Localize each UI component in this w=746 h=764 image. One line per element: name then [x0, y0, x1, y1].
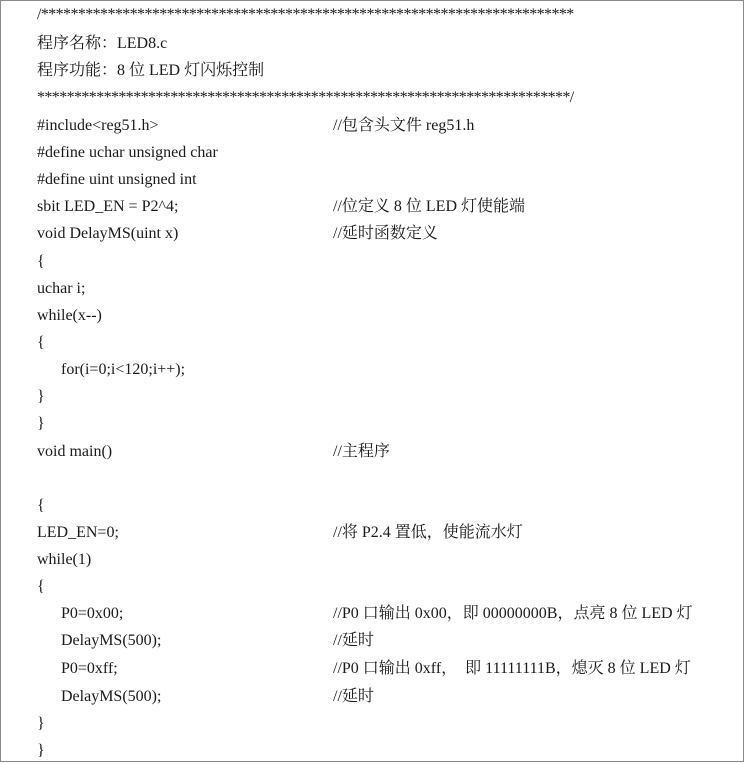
code-comment: //延时 — [333, 688, 374, 705]
code-line — [37, 387, 45, 407]
code-text: void DelayMS(uint x) — [37, 225, 179, 242]
code-line — [37, 197, 525, 217]
code-text: } — [37, 742, 45, 759]
code-text: uchar i; — [37, 280, 86, 297]
program-function: 程序功能：8 位 LED 灯闪烁控制 — [37, 62, 265, 79]
code-line — [37, 224, 438, 244]
code-line — [37, 631, 374, 651]
code-text: P0=0x00; — [37, 605, 124, 622]
code-text: { — [37, 497, 45, 514]
code-text: #include<reg51.h> — [37, 117, 159, 134]
code-text: while(x--) — [37, 307, 102, 324]
code-line — [37, 496, 45, 516]
code-comment: //P0 口输出 0xff， 即 11111111B，熄灭 8 位 LED 灯 — [333, 660, 691, 677]
code-text: LED_EN=0; — [37, 524, 119, 541]
code-line — [37, 714, 45, 734]
code-text: sbit LED_EN = P2^4; — [37, 198, 179, 215]
code-line — [37, 687, 374, 707]
code-line — [37, 360, 185, 380]
code-text: } — [37, 415, 45, 432]
code-line — [37, 414, 45, 434]
code-text: DelayMS(500); — [37, 632, 162, 649]
code-line — [37, 252, 45, 272]
code-line — [37, 442, 390, 462]
code-comment: //延时函数定义 — [333, 225, 438, 242]
code-text: } — [37, 388, 45, 405]
code-text: { — [37, 334, 45, 351]
code-text: for(i=0;i<120;i++); — [37, 361, 186, 378]
code-line — [37, 577, 45, 597]
code-text: DelayMS(500); — [37, 688, 162, 705]
code-line — [37, 523, 523, 543]
code-comment: //将 P2.4 置低，使能流水灯 — [333, 524, 523, 541]
code-text: { — [37, 578, 45, 595]
code-line — [37, 306, 102, 326]
code-line — [37, 143, 218, 163]
code-text: #define uint unsigned int — [37, 171, 197, 188]
code-line — [37, 333, 45, 353]
code-text: #define uchar unsigned char — [37, 144, 218, 161]
code-line — [37, 741, 45, 761]
code-line — [37, 279, 85, 299]
code-comment: //延时 — [333, 632, 374, 649]
program-name: 程序名称：LED8.c — [37, 35, 168, 52]
header-bottom-border: ************************************************************************/ — [37, 89, 574, 106]
code-line — [37, 550, 91, 570]
code-text: P0=0xff; — [37, 660, 118, 677]
header-top-border: /************************************************************************ — [37, 6, 574, 23]
code-line — [37, 659, 691, 679]
code-line — [37, 604, 693, 624]
code-text: } — [37, 715, 45, 732]
code-line — [37, 170, 197, 190]
code-comment: //P0 口输出 0x00，即 00000000B，点亮 8 位 LED 灯 — [333, 605, 693, 622]
code-text: { — [37, 253, 45, 270]
code-comment: //位定义 8 位 LED 灯使能端 — [333, 198, 525, 215]
code-comment: //包含头文件 reg51.h — [333, 117, 475, 134]
code-line — [37, 116, 475, 136]
code-text: while(1) — [37, 551, 92, 568]
code-comment: //主程序 — [333, 443, 390, 460]
code-text: void main() — [37, 443, 113, 460]
